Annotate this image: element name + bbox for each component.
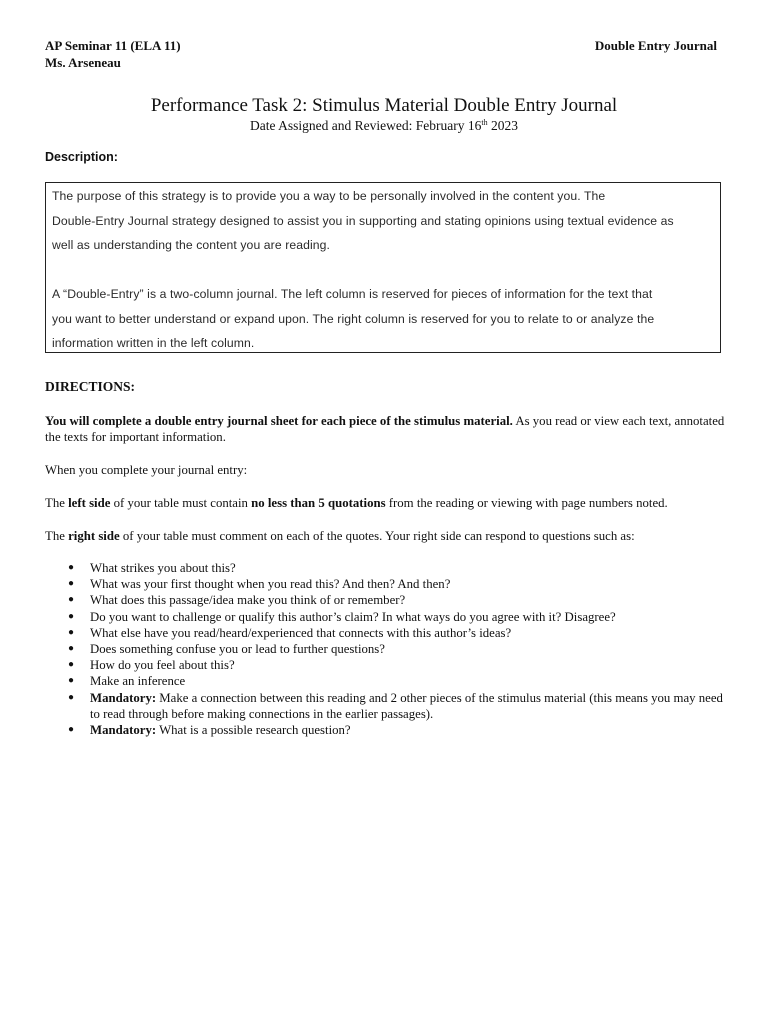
date-prefix: Date Assigned and Reviewed: February 16 <box>250 118 482 133</box>
bullet-icon: ● <box>68 643 75 655</box>
directions-paragraph-2: When you complete your journal entry: <box>45 463 248 477</box>
bullet-icon: ● <box>68 610 75 622</box>
bullet-icon: ● <box>68 659 75 671</box>
list-item-text: How do you feel about this? <box>90 658 235 673</box>
list-item-mandatory-question <box>45 722 725 738</box>
bullet-icon: ● <box>68 578 75 590</box>
bullet-icon: ● <box>68 594 75 606</box>
list-item-text: Make an inference <box>90 674 186 689</box>
description-line: well as understanding the content you are reading. <box>52 238 331 252</box>
list-item-text: What is a possible research question? <box>156 723 351 738</box>
directions-label: DIRECTIONS: <box>45 379 136 394</box>
list-item <box>45 641 725 657</box>
course-name: AP Seminar 11 (ELA 11) <box>45 38 181 53</box>
list-item <box>45 560 725 576</box>
list-item <box>45 657 725 673</box>
list-item-mandatory-connection <box>45 690 725 722</box>
list-item-text: What strikes you about this? <box>90 561 236 575</box>
description-line: A “Double-Entry” is a two-column journal. The left column is reserved for pieces of information for the text that <box>52 287 653 301</box>
page-title: Performance Task 2: Stimulus Material Double Entry Journal <box>150 95 618 116</box>
directions-paragraph-3 <box>45 495 725 511</box>
list-item-text: What else have you read/heard/experienced that connects with this author’s ideas? <box>90 625 512 640</box>
teacher-name: Ms. Arseneau <box>45 55 121 70</box>
document-type: Double Entry Journal <box>594 38 717 53</box>
left-side-term: left side <box>68 496 111 510</box>
bullet-icon: ● <box>68 675 75 687</box>
text-run: from the reading or viewing with page numbers noted. <box>385 496 668 510</box>
list-item-text: Make a connection between this reading and 2 other pieces of the stimulus material (this means you may need to read through before making connections in the earlier passages). <box>90 690 723 721</box>
list-item <box>45 592 725 608</box>
list-item <box>45 609 725 625</box>
text-run: The <box>45 529 69 543</box>
paragraph-gap <box>52 258 714 283</box>
list-item <box>45 673 725 689</box>
bullet-icon: ● <box>68 691 75 703</box>
directions-paragraph-1 <box>45 413 725 445</box>
description-line: you want to better understand or expand upon. The right column is reserved for you to relate to or analyze the <box>52 311 655 326</box>
date-ordinal: th <box>481 118 488 127</box>
text-run: of your table must contain <box>110 496 252 510</box>
quotation-requirement: no less than 5 quotations <box>251 496 386 510</box>
header-left <box>45 37 181 71</box>
list-item-text: Does something confuse you or lead to further questions? <box>90 642 385 657</box>
description-line: information written in the left column. <box>52 336 255 350</box>
mandatory-label: Mandatory: <box>90 690 157 705</box>
question-list <box>45 560 725 738</box>
mandatory-label: Mandatory: <box>90 723 157 738</box>
description-label: Description: <box>45 150 118 164</box>
text-run: The <box>45 496 69 510</box>
date-year: 2023 <box>487 118 518 133</box>
description-line: The purpose of this strategy is to provide you a way to be personally involved in the content you. The <box>52 189 606 203</box>
description-line: Double-Entry Journal strategy designed to assist you in supporting and stating opinions using textual evidence as <box>52 213 674 228</box>
date-assigned <box>0 117 768 134</box>
list-item-text: What was your first thought when you read this? And then? And then? <box>90 577 451 592</box>
directions-bold: You will complete a double entry journal sheet for each piece of the stimulus material. <box>45 414 513 428</box>
description-box <box>45 182 721 353</box>
bullet-icon: ● <box>68 626 75 638</box>
bullet-icon: ● <box>68 562 75 573</box>
list-item <box>45 576 725 592</box>
directions-text: As you read or view each text, annotated the texts for important information. <box>45 414 725 444</box>
list-item-text: Do you want to challenge or qualify this author’s claim? In what ways do you agree with it? Disagree? <box>90 609 616 624</box>
right-side-term: right side <box>68 529 120 543</box>
directions-paragraph-4 <box>45 528 725 544</box>
text-run: of your table must comment on each of the quotes. Your right side can respond to questions such as: <box>119 529 635 543</box>
bullet-icon: ● <box>68 724 75 736</box>
list-item <box>45 625 725 641</box>
list-item-text: What does this passage/idea make you think of or remember? <box>90 593 406 608</box>
